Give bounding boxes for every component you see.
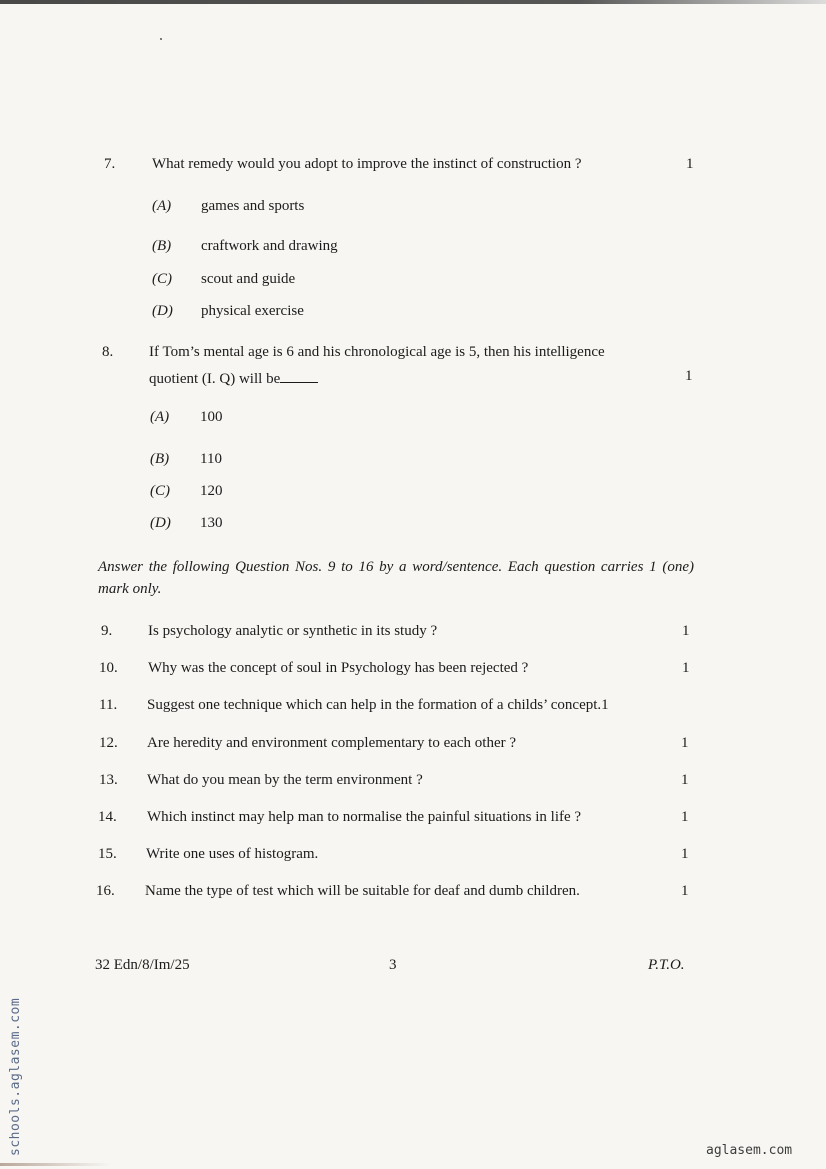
question-number: 16. [96, 883, 115, 899]
question-mark: 1 [682, 660, 690, 676]
question-number: 8. [102, 344, 114, 360]
page-number: 3 [389, 957, 397, 973]
question-mark: 1 [685, 368, 693, 384]
question-number: 10. [99, 660, 118, 676]
question-text: Which instinct may help man to normalise the painful situations in life ? [147, 809, 582, 825]
side-watermark: schools.aglasem.com [8, 997, 23, 1156]
question-text: Is psychology analytic or synthetic in its study ? [148, 623, 438, 639]
section-instruction: Answer the following Question Nos. 9 to 16 by a word/sentence. Each question carries 1 (one) mark only. [98, 559, 694, 597]
question-mark: 1 [682, 623, 690, 639]
question-number: 9. [101, 623, 113, 639]
question-text-line1: If Tom’s mental age is 6 and his chronological age is 5, then his intelligence [149, 344, 605, 360]
option-letter-a: (A) [150, 409, 170, 425]
question-text: Why was the concept of soul in Psychology has been rejected ? [148, 660, 529, 676]
question-number: 13. [99, 772, 118, 788]
question-text: Write one uses of histogram. [146, 846, 319, 862]
option-text-a: 100 [200, 409, 223, 425]
option-text-b: 110 [200, 451, 222, 467]
question-text: Are heredity and environment complementary to each other ? [147, 735, 517, 751]
option-text-c: 120 [200, 483, 223, 499]
pto-label: P.T.O. [648, 957, 685, 973]
option-letter-d: (D) [152, 303, 173, 319]
question-text-line2: quotient (I. Q) will be [149, 368, 318, 388]
scan-speck [160, 38, 162, 40]
question-mark: 1 [681, 809, 689, 825]
question-mark: 1 [681, 735, 689, 751]
question-text: Suggest one technique which can help in the formation of a childs’ concept.1 [147, 697, 609, 713]
option-letter-a: (A) [152, 198, 172, 214]
option-text-d: physical exercise [201, 303, 304, 319]
question-mark: 1 [681, 883, 689, 899]
option-letter-b: (B) [150, 451, 170, 467]
option-text-c: scout and guide [201, 271, 296, 287]
option-text-a: games and sports [201, 198, 305, 214]
option-letter-c: (C) [152, 271, 172, 287]
question-mark: 1 [686, 156, 694, 172]
question-number: 12. [99, 735, 118, 751]
option-letter-d: (D) [150, 515, 171, 531]
option-text-d: 130 [200, 515, 223, 531]
question-number: 15. [98, 846, 117, 862]
question-mark: 1 [681, 772, 689, 788]
paper-code: 32 Edn/8/Im/25 [95, 957, 190, 973]
question-text: Name the type of test which will be suitable for deaf and dumb children. [145, 883, 580, 899]
question-number: 14. [98, 809, 117, 825]
question-text: What remedy would you adopt to improve the instinct of construction ? [152, 156, 582, 172]
answer-blank [280, 368, 318, 383]
corner-watermark: aglasem.com [706, 1143, 793, 1158]
option-letter-c: (C) [150, 483, 170, 499]
question-number: 11. [99, 697, 118, 713]
option-letter-b: (B) [152, 238, 172, 254]
question-number: 7. [104, 156, 116, 172]
scan-bottom-edge [0, 1163, 110, 1166]
question-mark: 1 [681, 846, 689, 862]
question-text: What do you mean by the term environment ? [147, 772, 423, 788]
scan-top-edge [0, 0, 826, 4]
option-text-b: craftwork and drawing [201, 238, 338, 254]
